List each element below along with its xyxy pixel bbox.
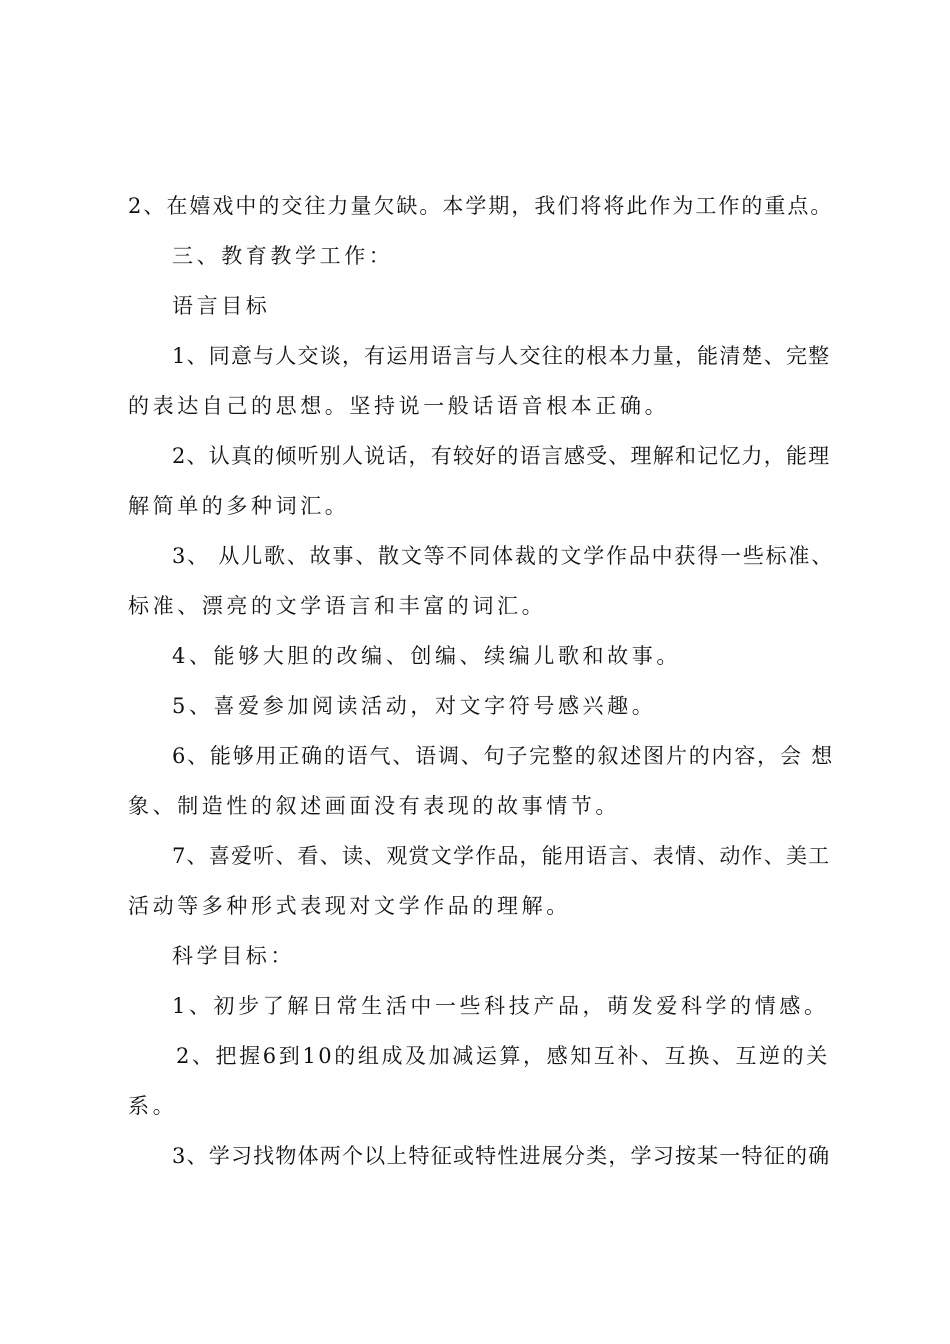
text-line: 活动等多种形式表现对文学作品的理解。: [128, 894, 571, 918]
text-line: 4、能够大胆的改编、创编、续编儿歌和故事。: [172, 644, 681, 668]
text-line: 象、制造性的叙述画面没有表现的故事情节。: [128, 794, 620, 818]
text-line: 3、 从儿歌、故事、散文等不同体裁的文学作品中获得一些标准、: [172, 544, 835, 568]
text-line: 7、喜爱听、看、读、观赏文学作品，能用语言、表情、动作、美工: [172, 844, 831, 868]
text-line: 解简单的多种词汇。: [128, 494, 350, 518]
text-line: 3、学习找物体两个以上特征或特性进展分类，学习按某一特征的确: [172, 1144, 831, 1168]
text-line: 5、喜爱参加阅读活动，对文字符号感兴趣。: [172, 694, 657, 718]
text-line: 2、在嬉戏中的交往力量欠缺。本学期，我们将将此作为工作的重点。: [128, 194, 834, 218]
section-heading: 三、教育教学工作：: [172, 244, 394, 268]
text-line: 1、同意与人交谈，有运用语言与人交往的根本力量，能清楚、完整: [172, 344, 831, 368]
subsection-heading: 语言目标: [172, 294, 271, 318]
text-line: 2、认真的倾听别人说话，有较好的语言感受、理解和记忆力，能理: [172, 444, 831, 468]
text-line: 系。: [128, 1094, 178, 1118]
text-line: 1、初步了解日常生活中一些科技产品，萌发爱科学的情感。: [172, 994, 829, 1018]
text-line: 2、把握6到10的组成及加减运算，感知互补、互换、互逆的关: [176, 1044, 830, 1068]
text-line: 的表达自己的思想。坚持说一般话语音根本正确。: [128, 394, 670, 418]
text-line: 6、能够用正确的语气、语调、句子完整的叙述图片的内容，会 想: [172, 744, 835, 768]
subsection-heading: 科学目标：: [172, 944, 295, 968]
text-line: 标准、漂亮的文学语言和丰富的词汇。: [128, 594, 547, 618]
